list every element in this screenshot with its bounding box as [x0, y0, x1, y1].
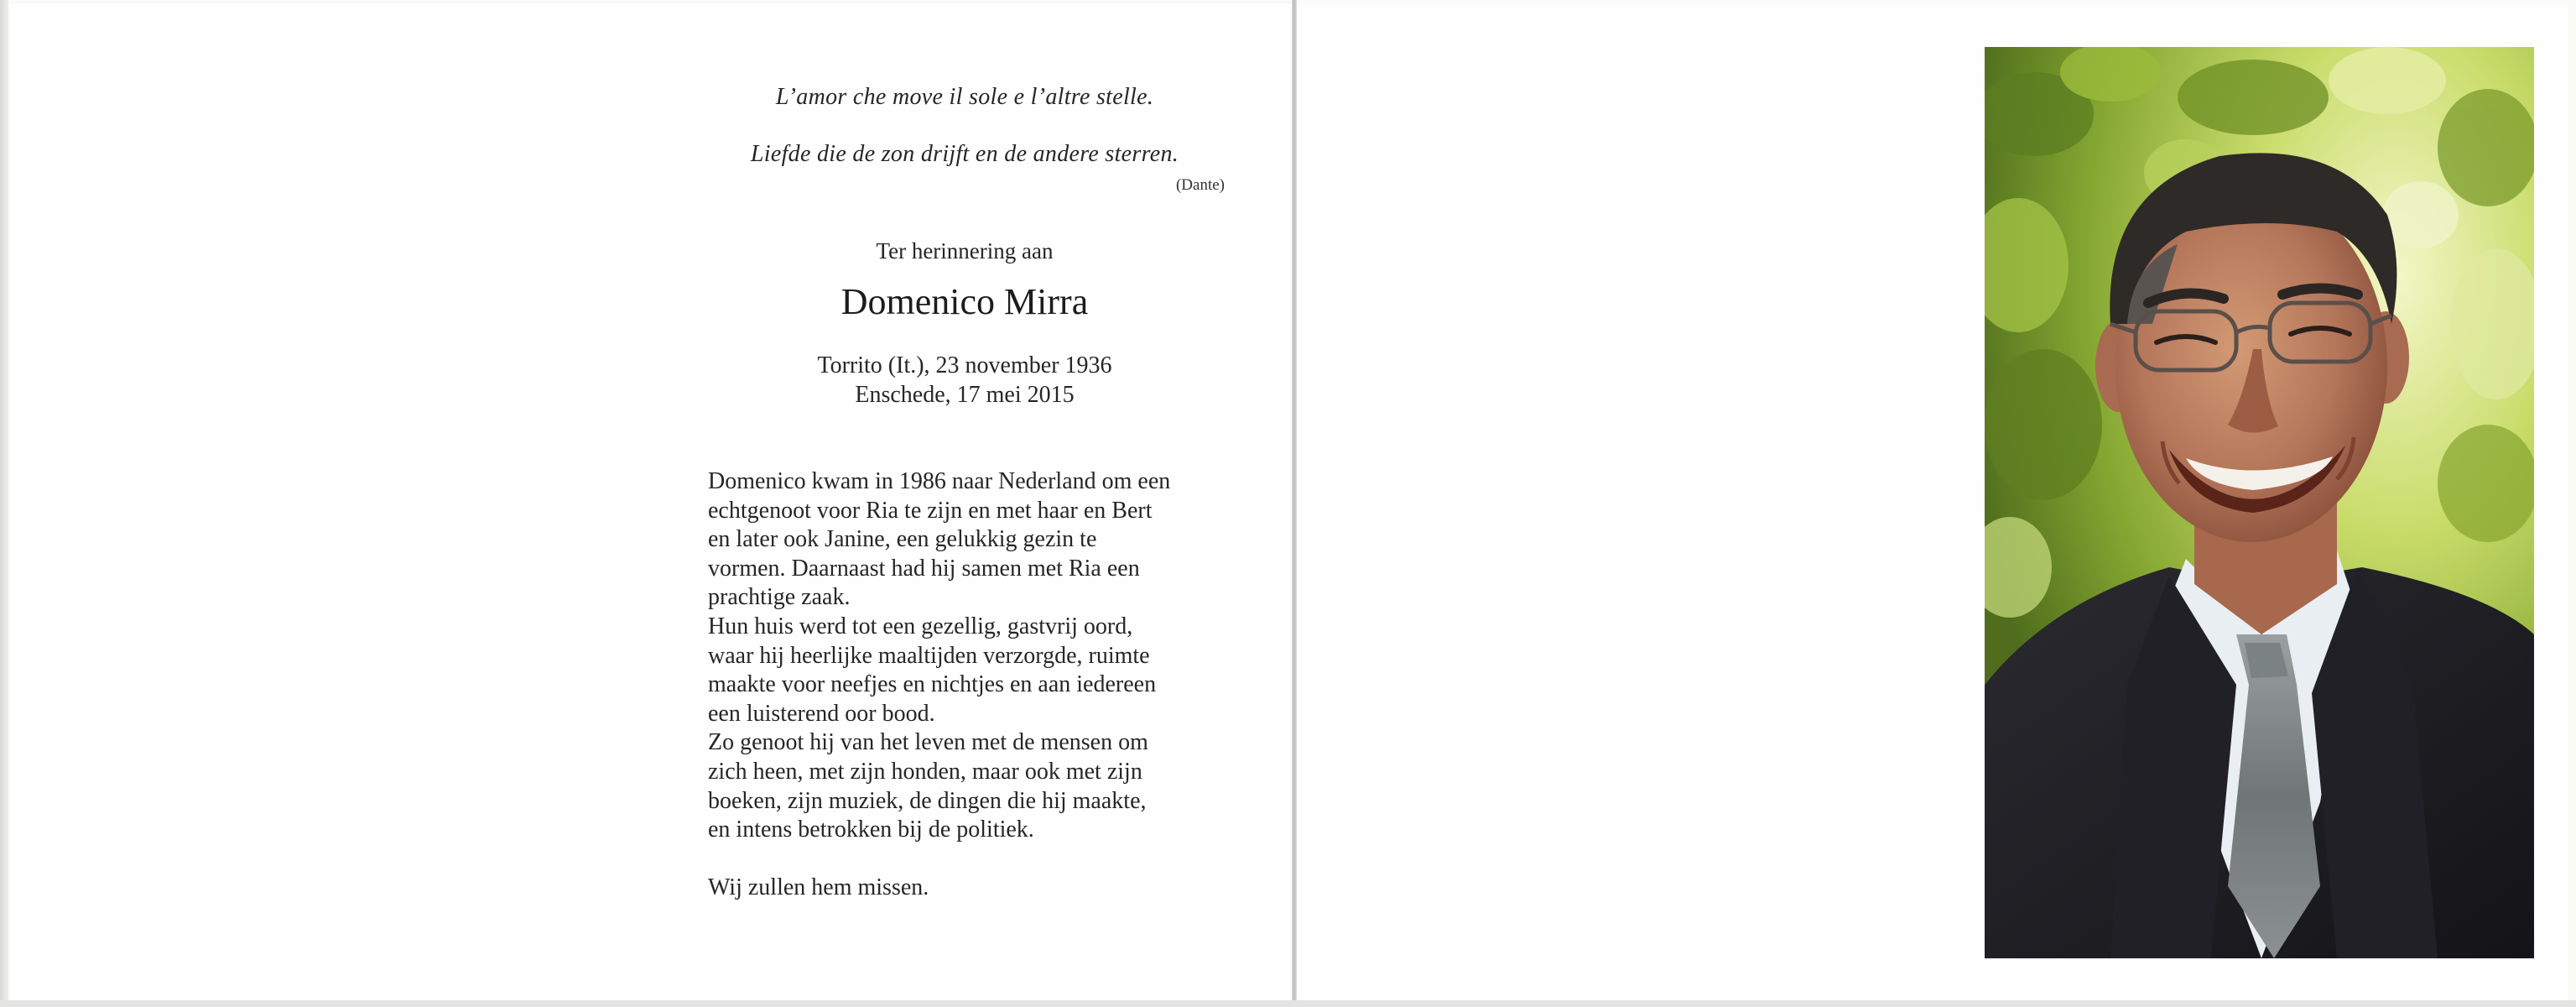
bio-line: en intens betrokken bij de politiek. — [708, 817, 1034, 843]
bio-line: boeken, zijn muziek, de dingen die hij maakte, — [708, 787, 1147, 814]
in-memory-of: Ter herinnering aan — [876, 238, 1054, 263]
life-dates — [705, 351, 1225, 410]
bio-spacer — [708, 845, 1245, 874]
bio-closing: Wij zullen hem missen. — [708, 874, 929, 901]
bio-line: vormen. Daarnaast had hij samen met Ria een — [708, 555, 1140, 582]
quote-italian: L’amor che move il sole e l’altre stelle. — [775, 84, 1154, 110]
portrait-photo — [1985, 47, 2534, 958]
bio-line: Hun huis werd tot een gezellig, gastvrij oord, — [708, 613, 1133, 639]
quote-attribution: (Dante) — [1175, 176, 1225, 194]
quote-dutch: Liefde die de zon drijft en de andere sterren. — [750, 141, 1179, 167]
bio-line: Zo genoot hij van het leven met de mensen om — [708, 729, 1148, 756]
bio-line: Domenico kwam in 1986 naar Nederland om een — [708, 468, 1171, 494]
bio-line: echtgenoot voor Ria te zijn en met haar en Bert — [708, 497, 1153, 524]
portrait-illustration — [1985, 47, 2534, 958]
bio-line: zich heen, met zijn honden, maar ook met zijn — [708, 758, 1142, 785]
bio-line: een luisterend oor bood. — [708, 700, 935, 727]
birth-line: Torrito (It.), 23 november 1936 — [817, 352, 1112, 378]
card-bottom-edge — [0, 1000, 2576, 1007]
biography — [708, 467, 1245, 903]
bio-line: prachtige zaak. — [708, 584, 851, 611]
card-left-edge — [0, 0, 8, 1007]
death-line: Enschede, 17 mei 2015 — [855, 382, 1075, 408]
bio-line: waar hij heerlijke maaltijden verzorgde, ruimte — [708, 642, 1150, 669]
bio-line: maakte voor neefjes en nichtjes en aan iedereen — [708, 671, 1157, 698]
deceased-name: Domenico Mirra — [840, 281, 1089, 322]
bio-line: en later ook Janine, een gelukkig gezin te — [708, 526, 1097, 553]
